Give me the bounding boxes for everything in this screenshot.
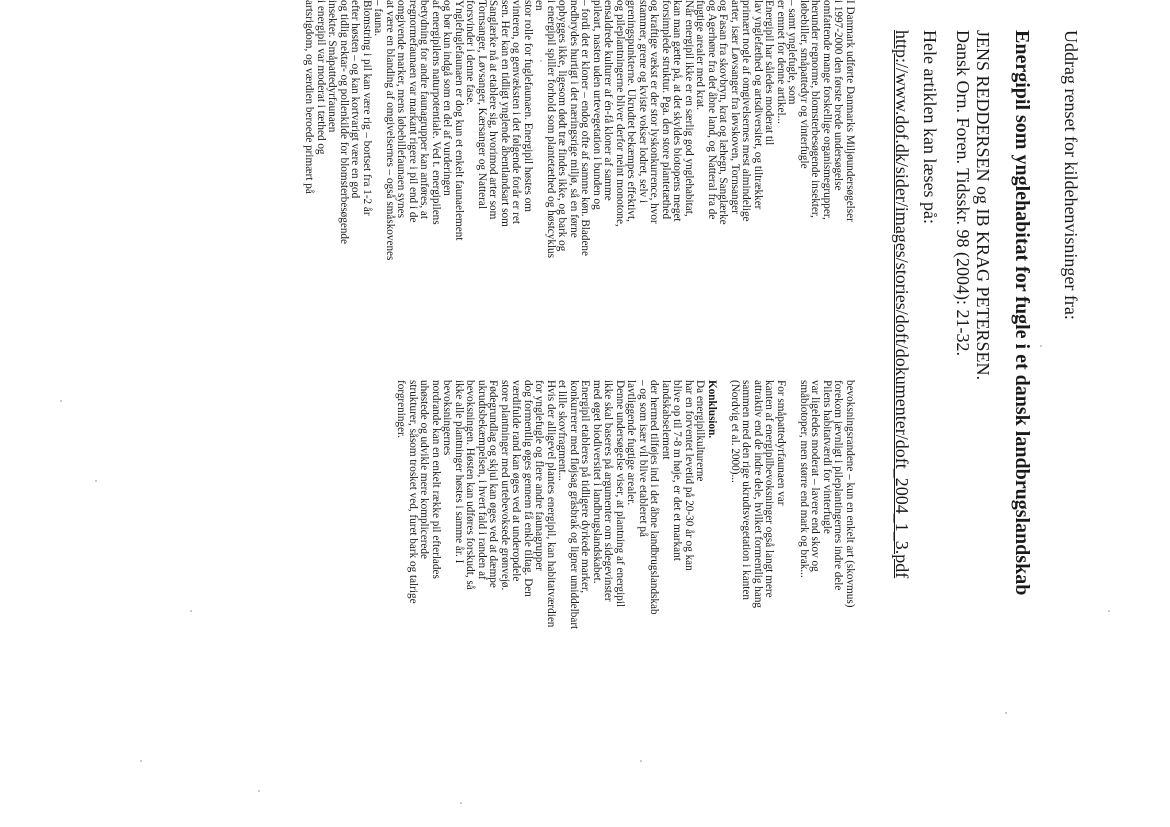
body-text-line: lavtliggende fugtige arealer. bbox=[625, 380, 638, 506]
body-text-line: fugtige arealer med krat. bbox=[694, 0, 707, 110]
body-text-line: bevoksningsrandene – kun en enkelt art (skovmus) bbox=[844, 380, 856, 608]
body-text-line: – fauna. bbox=[372, 0, 385, 37]
body-text-line: I Danmark udførte Danmarks Miljøundersøgelser bbox=[844, 0, 856, 222]
body-text-line: Ynglefuglefaunaen er dog kun et enkelt faunaelement bbox=[453, 0, 465, 241]
body-text-line: ukrudtsbekæmpelsen, i hvert fald i randen af bbox=[476, 380, 488, 580]
body-text-line: småbiotoper, men større end mark og brak... bbox=[798, 380, 810, 578]
body-text-line: pileart, nasten uden urtevegetation i bunden og bbox=[591, 0, 603, 210]
body-text-line: Konklusion. bbox=[706, 380, 718, 439]
body-text-line: Blomstring i pil kan være rig – bortset fra 1-2 år bbox=[361, 0, 373, 216]
body-text-line: der hermed tilføjes ind i det åbne landbrugslandskab bbox=[648, 380, 661, 615]
body-text-line: er emnet for denne artikel... bbox=[775, 0, 787, 124]
extract-title: Uddrag renset for kildehenvisninger fra: bbox=[1061, 30, 1081, 320]
body-text-line: dog formentlig øges gennem få enkle tiltag. Den bbox=[522, 380, 534, 597]
body-text-line: vinteren, og genvæksten i det følgende forår er ret bbox=[510, 0, 523, 224]
body-text-line: og tidlig nektar- og pollenkilde for blomsterbesøgende bbox=[338, 0, 350, 244]
body-text-line: omfattende mange forskellige organismegrupper, bbox=[821, 0, 833, 220]
body-text-line: uhøstede og udvikle mere komplicerede bbox=[418, 380, 431, 559]
body-text-line: artsrigdom, og værdien beroede primært på bbox=[303, 0, 316, 194]
body-text-line: primært nogle af omgivelsernes mest almindelige bbox=[740, 0, 753, 222]
body-text-line: løbebiller, småpattedyr og vinterfugle bbox=[798, 0, 810, 169]
body-text-line: attraktiv end de indre dele, hvilket formentlig hang bbox=[752, 380, 764, 609]
read-more-text: Hele artiklen kan læses på: bbox=[920, 30, 940, 224]
body-text-line: stor rolle for fuglefaunaen. Energipil høstes om bbox=[522, 0, 534, 212]
body-text-line: ensaldrede kulturer af én-få kloner af samme bbox=[602, 0, 615, 201]
body-text-line: værdifulde rand kan øges ved at underopdele bbox=[510, 380, 523, 582]
body-text-line: Energipil har således moderat til bbox=[763, 0, 776, 146]
body-text-line: Energipil etableres på tidligere dyrkede marker, bbox=[579, 380, 592, 594]
body-text-line: omgivende marker, mens løbebillefaunaen synes bbox=[395, 0, 408, 218]
body-text-line: – og som især vil blive etableret på bbox=[637, 380, 649, 537]
article-authors: JENS REDDERSEN og IB KRAG PETERSEN. bbox=[973, 30, 993, 381]
body-text-line: en bbox=[533, 0, 546, 11]
body-text-line: Da energipilkulturerne bbox=[694, 380, 707, 482]
body-text-line: kanten af energipilbevoksninger også langt mere bbox=[763, 380, 776, 598]
body-text-line: Fødegrundlag og skjul kan øges ved at dæmpe bbox=[487, 380, 500, 588]
body-text-line: nedbrydes hurtigt i det næringsrige miljø, så en førne bbox=[568, 0, 580, 238]
body-text-line: og bør kun indgå som en del af vurderingen bbox=[441, 0, 454, 196]
body-text-line: greningspunkterne. Ukrudtet bekæmpes effektivt, bbox=[625, 0, 638, 222]
body-text-line: har en forventet levetid på 20-30 år og kan bbox=[683, 380, 695, 571]
body-text-line: arter, især Løvsanger fra løvskoven, Tornsanger bbox=[729, 0, 741, 214]
body-text-line: forsvinder i denne fase. bbox=[464, 0, 477, 105]
body-column-left bbox=[303, 0, 855, 370]
journal-citation: Dansk Orn. Foren. Tidsskr. 98 (2004): 21-32. bbox=[953, 30, 973, 357]
body-text-line: blive op til 7-8 m høje, er det et markant bbox=[671, 380, 684, 561]
body-text-line: i energipil spiller forhold som plantetæthed og høstcyklus bbox=[545, 0, 557, 259]
article-title: Energipil som ynglehabitat for fugle i et dansk landbrugslandskab bbox=[1011, 30, 1033, 596]
body-text-line: i 1997-2000 den første brede undersøgelse bbox=[832, 0, 845, 191]
body-text-line: af energipilens naturpotentiale. Ved t. energipilens bbox=[430, 0, 442, 225]
body-text-line: i energipil var moderat i tæthed og bbox=[315, 0, 327, 155]
body-text-line: Sanglærke nå at etablere sig, hvorimod arter som bbox=[487, 0, 500, 220]
body-text-line: strukturer, såsom trosket ved, furet bark og talrige bbox=[407, 380, 419, 604]
body-text-line: efter høsten – og kan kortvarigt være en god bbox=[349, 0, 362, 199]
body-text-line bbox=[717, 380, 729, 740]
body-column-right bbox=[395, 380, 855, 740]
body-text-line: forekom jævnligt i pileplantingernes indre dele bbox=[832, 380, 845, 591]
body-text-line: – fordi det er kloner – endog ofte af samme køn. Bladene bbox=[579, 0, 592, 256]
body-text-line: bevoksningen. Høsten kan udføres forskudt, så bbox=[464, 380, 477, 590]
body-text-line bbox=[786, 380, 798, 740]
body-text-line: og Fasan fra skovbryn, krat og læhegn, Sanglærke bbox=[717, 0, 730, 225]
body-text-line: kan man gætte på, at det skyldes biotopens meget bbox=[671, 0, 684, 222]
body-text-line: Denne undersøgelse viser, at plantning af energipil bbox=[614, 380, 626, 608]
body-text-line: og kraftige vækst er der stor lyskonkurrence, hvor bbox=[648, 0, 661, 224]
scan-speck bbox=[1108, 610, 1110, 612]
body-text-line: forsimplede struktur. Pga. den store plantetæthed bbox=[660, 0, 672, 220]
body-text-line: var ligeledes moderat – lavere end skov og bbox=[809, 380, 822, 572]
body-text-line: opbygges ikke, ligesom dødt træ findes ikke, og bark og bbox=[556, 0, 569, 252]
body-text-line: (Nordvig et al. 2000)... bbox=[729, 380, 741, 483]
body-text-line: For småpattedyrfaunaen var bbox=[775, 380, 787, 506]
body-text-line: store plantninger med urtebevoksede grønvejø. bbox=[499, 380, 511, 591]
body-text-line: forgreninger. bbox=[395, 380, 408, 438]
body-text-line: nordrande kan en enkelt række pil efterlades bbox=[430, 380, 442, 579]
body-text-line: Når energipil ikke er en særlig god ynglehabitat, bbox=[683, 0, 695, 217]
body-text-line: lav ynglefæthed og artsdiversitet, og tiltrækker bbox=[752, 0, 764, 210]
body-text-line: insekter. Småpattedyrfaunaen bbox=[326, 0, 339, 133]
body-text-line: Tornsanger, Løvsanger, Kærsanger og Natteral bbox=[476, 0, 488, 209]
scan-speck bbox=[60, 400, 62, 402]
body-text-line: Hvis der alligevel plantes energipil, kan habitatværdien bbox=[545, 380, 557, 628]
body-text-line: sen. Her kan en tidligt ynglende åbentlandsart som bbox=[499, 0, 511, 227]
body-text-line: landskabselement bbox=[660, 380, 672, 460]
body-text-line: betydning for andre faunagrupper kan anføres, at bbox=[418, 0, 431, 219]
body-text-line: og pileplantningerne bliver derfor neint monotone, bbox=[614, 0, 626, 227]
body-text-line: med øget biodiversitet i landbrugslandskabet. bbox=[591, 380, 603, 584]
body-text-line: og Agerhøne fra det åbne land, og Natteral fra de bbox=[706, 0, 718, 220]
rotated-document-page bbox=[85, 0, 1085, 827]
body-text-line: stammer, grene og kviste vokser lodret, selv i bbox=[637, 0, 649, 204]
body-text-line: ikke alle plantninger høstes i samme år. I bbox=[453, 380, 465, 564]
body-text-line: – samt ynglefugle, som bbox=[786, 0, 799, 105]
article-link[interactable]: http://www.dof.dk/sider/images/stories/doft/dokumenter/doft_2004_1_3.pdf bbox=[892, 30, 912, 579]
document-header bbox=[891, 30, 1085, 810]
body-text-line: at være en blanding af omgivelsernes – også småskovenes bbox=[384, 0, 396, 261]
body-text-line: ikke skal baseres på argumenter om sidegevinster bbox=[602, 380, 615, 602]
body-text-line: regnormefaunaen var markant rigere i pil end i de bbox=[407, 0, 419, 223]
body-text-line: Pilens habitatværdi for vinterfugle bbox=[821, 380, 833, 534]
body-text-line: for ynglefugle og flere andre faunagrupper bbox=[533, 380, 546, 572]
body-text-line: sammen med den rige ukrudtsvegetation i kanten bbox=[740, 380, 753, 600]
body-text-line: et lille skovfragment... bbox=[556, 380, 569, 481]
body-text-line: herunder regnorme, blomsterbesøgende insekter, bbox=[809, 0, 822, 218]
body-text-line: bevoksningernes bbox=[441, 380, 454, 456]
body-text-line: konkurrerer med fløjsag gråsbrak og ligner umiddelbart bbox=[568, 380, 580, 630]
